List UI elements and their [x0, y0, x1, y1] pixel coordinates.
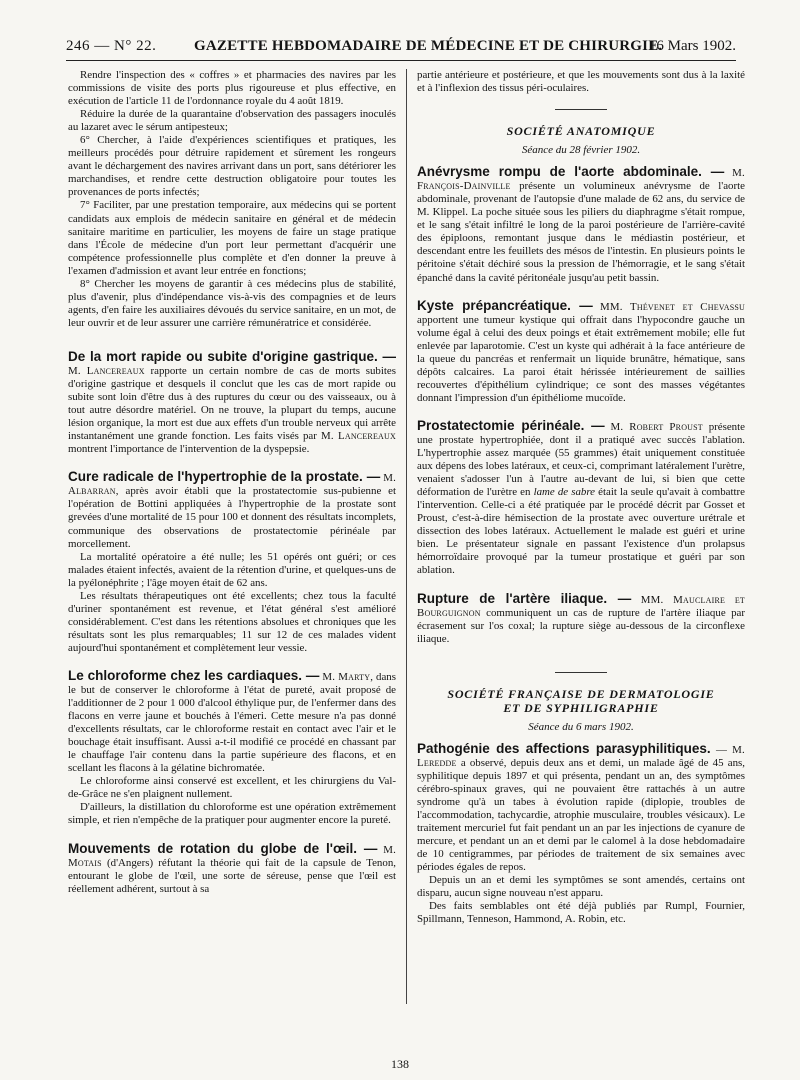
- article-title: Mouvements de rotation du globe de l'œil. —: [68, 840, 378, 856]
- intro-paragraph: 6° Chercher, à l'aide d'expériences scientifiques et pratiques, les meilleurs procédés pour détruire rapidement et sûrement les rongeurs avant le déchargement des navires arrivant dans un port, sans détériorer les marchandises, et rendre cette destruction obligatoire pour toutes les provenances de ports infectés;: [68, 134, 396, 199]
- article-author: M. François-Dainville: [417, 167, 745, 193]
- section-rule: [555, 109, 607, 110]
- left-column: [68, 69, 396, 896]
- article-dash: —: [715, 743, 727, 756]
- section-title-dermatologie: SOCIÉTÉ FRANÇAISE DE DERMATOLOGIE: [447, 686, 715, 701]
- article-author: M. Motais: [68, 843, 397, 869]
- article-text: communiquent un cas de rupture de l'artère iliaque par écrasement sur l'os coxal; la rupture siège au-dessous de la circonflexe iliaque.: [417, 606, 745, 645]
- section-rule: [555, 672, 607, 673]
- issue-date: 16 Mars 1902.: [648, 38, 736, 54]
- article-body: [417, 419, 745, 578]
- article-text: montrent l'importance de l'intervention de la dyspepsie.: [68, 443, 310, 456]
- article-title: Rupture de l'artère iliaque. —: [417, 590, 632, 606]
- intro-paragraph: 7° Faciliter, par une prestation temporaire, aux médecins qui se portent candidats aux emplois de médecin sanitaire en général et de médecin sanitaire maritime en particulier, les moyens de faire un stage pratique dans l'École de médecine d'un port leur permettant d'acquérir une compétence professionnelle plus complète et d'en donner la preuve à l'examen d'admission et avant leur entrée en fonctions;: [68, 199, 396, 277]
- article-title: Cure radicale de l'hypertrophie de la prostate. —: [68, 469, 381, 485]
- article-title: Pathogénie des affections parasyphilitiques.: [417, 740, 711, 756]
- article-prostatectomie: [417, 419, 745, 578]
- article-italic-phrase: lame de sabre: [533, 486, 596, 499]
- article-rupture: [417, 592, 745, 646]
- article-paragraph: D'ailleurs, la distillation du chloroforme est une opération extrêmement simple, et rien n'empêche de la pratiquer pour augmenter encore la pureté.: [68, 801, 396, 827]
- article-body: [68, 350, 396, 456]
- intro-paragraph: 8° Chercher les moyens de garantir à ces médecins plus de stabilité, plus d'avenir, plus d'indépendance vis-à-vis des compagnies et de leurs agents, d'en faire les auxiliaires dévoués du service sanitaire, en un mot, de leur ouvrir et de leur assurer une carrière rémunératrice et considérée.: [68, 277, 396, 329]
- article-author: M. Lancereaux: [68, 364, 145, 377]
- article-title: Kyste prépancréatique. —: [417, 297, 593, 313]
- article-author: M. Marty,: [322, 670, 374, 683]
- article-mort-rapide: [68, 350, 396, 456]
- article-paragraph: Le chloroforme ainsi conservé est excellent, et les chirurgiens du Val-de-Grâce ne s'en plaignent nullement.: [68, 775, 396, 801]
- article-text: (d'Angers) réfutant la théorie qui fait de la capsule de Tenon, entourant le globe de l'œil, une sorte de séreuse, pense que l'œil est réellement adhérent, surtout à sa: [68, 856, 396, 895]
- article-mouvements: [68, 842, 396, 896]
- article-body: [68, 669, 396, 775]
- article-title: Prostatectomie périnéale. —: [417, 417, 605, 433]
- journal-title: GAZETTE HEBDOMADAIRE DE MÉDECINE ET DE CHIRURGIE.: [194, 38, 663, 54]
- article-title: Le chloroforme chez les cardiaques. —: [68, 667, 320, 683]
- article-paragraph: Depuis un an et demi les symptômes se sont amendés, certains ont disparu, aucun signe nouveau n'est apparu.: [417, 874, 745, 900]
- article-anevrysme: [417, 165, 745, 284]
- article-author: M. Leredde: [417, 743, 745, 769]
- article-author: MM. Mauclaire et Bourguignon: [417, 593, 745, 619]
- article-text: rapporte un certain nombre de cas de morts subites d'origine gastrique et desquels il conclut que les cas de mort rapide ou subite sont loin d'être dus à des ruptures du cœur ou des vaisseaux, ou à tout autre désordre matériel. On ne trouve, la plupart du temps, aucune lésion organique, la mort est due aux effets d'un trouble nerveux qui arrête instantanément une grande fonction. Les faits visés par: [68, 364, 396, 443]
- article-paragraph: Les résultats thérapeutiques ont été excellents; chez tous la faculté d'uriner spontanément est revenue, et l'état général s'est amélioré considérablement. C'est dans les rétentions absolues et chroniques que les résultats sont les plus remarquables; 11 sur 12 de ces malades vident aujourd'hui spontanément et complètement leur vessie.: [68, 589, 396, 654]
- intro-paragraph: Réduire la durée de la quarantaine d'observation des passagers inoculés au lazaret avec le sérum antipesteux;: [68, 108, 396, 134]
- article-pathogenie: [417, 742, 745, 927]
- article-title: Anévrysme rompu de l'aorte abdominale. —: [417, 164, 725, 180]
- article-author: MM. Thévenet et Chevassu: [600, 300, 745, 313]
- article-text: apportent une tumeur kystique qui offrait dans l'hypocondre gauche un volume égal à celui des deux poings et était extrêmement mobile; elle fut enlevée par laparotomie. C'est un kyste qui adhérait à la face antérieure de la queue du pancréas et renfermait un liquide brunâtre, hématique, sans dépôts calcaires. La paroi était hérissée intérieurement de saillies recouvertes d'épithélium cylindrique; ce sont des masses végétantes donnant l'impression d'un épithéliome mucoïde.: [417, 313, 745, 404]
- page-header: [66, 38, 736, 61]
- seance-date: Séance du 28 février 1902.: [521, 144, 641, 157]
- article-text: a observé, depuis deux ans et demi, un malade âgé de 45 ans, syphilitique depuis 1897 et qui présenta, pendant un an, des symptômes cérébro-spinaux graves, qui ne pouvaient être rattachés à un autre syndrome qu'à un tabes à évolution rapide (diplopie, troubles de l'accommodation, tachycardie, atrophie musculaire, troubles vésicaux). Le traitement mercuriel fut fait pendant un an par les injections de cyanure de mercure, et pendant un an et demi par le calomel à la dose hebdomadaire de 10 centigrammes, par périodes de traitement de six semaines avec périodes égales de repos.: [417, 756, 745, 874]
- article-text: après avoir établi que la prostatectomie sus-pubienne et l'opération de Bottini appliquées à l'hypertrophie de la prostate sont grevées d'une mortalité de 15 pour 100 et donnent des résultats incomplets, communique des observations de prostatectomie périnéale par morcellement.: [68, 485, 396, 550]
- article-text: était la seule qu'avait à combattre l'intervention. Celle-ci a été pratiquée par le procédé décrit par Gosset et Proust, c'est-à-dire hémisection de la prostate avec ouverture urétrale et dissection des lobes latéraux. Actuellement le malade est guéri et urine bien. Le présentateur signale en passant l'existence d'un prolapsus hémorroïdaire provoqué par la tumeur prostatique et guéri par son ablation.: [417, 486, 745, 577]
- article-body: [417, 592, 745, 646]
- article-hypertrophie: [68, 470, 396, 655]
- page-number: 246 — N° 22.: [66, 38, 157, 54]
- column-divider: [406, 69, 407, 1004]
- article-text: dans le but de conserver le chloroforme à l'état de pureté, avait proposé de l'additionner de 2 pour 1 000 d'alcool éthylique pur, de l'enfermer dans des flacons en verre jaune et bouchés à l'émeri. Cette mesure n'a pas donné d'excellents résultats, car le chloroforme restait en contact avec l'air et le bouchage était insuffisant. Aussi a-t-il modifié ce procédé en chassant par le chauffage l'air contenu dans la partie supérieure des flacons, et en scellant les flacons à la gélatine bichromatée.: [68, 670, 396, 775]
- article-body: [68, 470, 396, 550]
- article-title: De la mort rapide ou subite d'origine gastrique. —: [68, 348, 396, 364]
- article-body: [417, 165, 745, 284]
- article-text: présente une prostate hypertrophiée, dont il a pratiqué avec succès l'ablation. L'hypertrophie assez marquée (55 grammes) était uniquement constituée aux dépens des lobes latéraux, et ceux-ci, comprimant latéralement l'urètre, venaient s'adosser l'un à l'autre au-devant de lui, si bien que cette déformation de l'urètre en: [417, 420, 745, 499]
- section-title-syphiligraphie: ET DE SYPHILIGRAPHIE: [503, 700, 659, 715]
- right-column: [417, 69, 745, 926]
- article-text: présente un volumineux anévrysme de l'aorte abdominale, provenant de l'autopsie d'une malade de 62 ans, du service de M. Klippel. La poche située sous les piliers du diaphragme s'était rompue, et le sang s'était infiltré le long de la paroi postérieure de l'arrière-cavité des épiploons, remontant jusque dans le médiastin postérieur, et descendant entre les feuillets des mésos de l'intestin. En plusieurs points le péritoine s'était déchiré sous la pression de l'hémorragie, et le sang s'était épanché dans la cavité péritonéale jusqu'au petit bassin.: [417, 180, 745, 284]
- page-folio: 138: [391, 1057, 409, 1071]
- article-kyste: [417, 299, 745, 405]
- article-author: M. Lancereaux: [320, 430, 396, 443]
- article-paragraph: La mortalité opératoire a été nulle; les 51 opérés ont guéri; or ces malades étaient infectés, avaient de la rétention d'urine, et quelques-uns de la pyélonéphrite ; l'âge moyen était de 62 ans.: [68, 550, 396, 589]
- continuation-paragraph: partie antérieure et postérieure, et que les mouvements sont dus à la laxité et à l'inflexion des tissus péri-oculaires.: [417, 69, 745, 95]
- article-author: M. Robert Proust: [610, 420, 703, 433]
- article-author: M. Albarran,: [68, 472, 396, 498]
- two-column-body: [66, 69, 745, 1029]
- article-body: [417, 742, 745, 874]
- article-body: [417, 299, 745, 405]
- article-body: [68, 842, 396, 896]
- seance-date: Séance du 6 mars 1902.: [528, 720, 634, 733]
- intro-paragraph: Rendre l'inspection des « coffres » et pharmacies des navires par les commissions de visite des ports plus rigoureuse et plus effective, en exécution de l'article 11 de l'ordonnance royale du 4 août 1819.: [68, 69, 396, 108]
- article-chloroforme: [68, 669, 396, 828]
- section-title-societe-anatomique: SOCIÉTÉ ANATOMIQUE: [506, 124, 656, 139]
- article-paragraph: Des faits semblables ont été déjà publiés par Rumpl, Fournier, Spillmann, Tenneson, Hammond, A. Robin, etc.: [417, 900, 745, 926]
